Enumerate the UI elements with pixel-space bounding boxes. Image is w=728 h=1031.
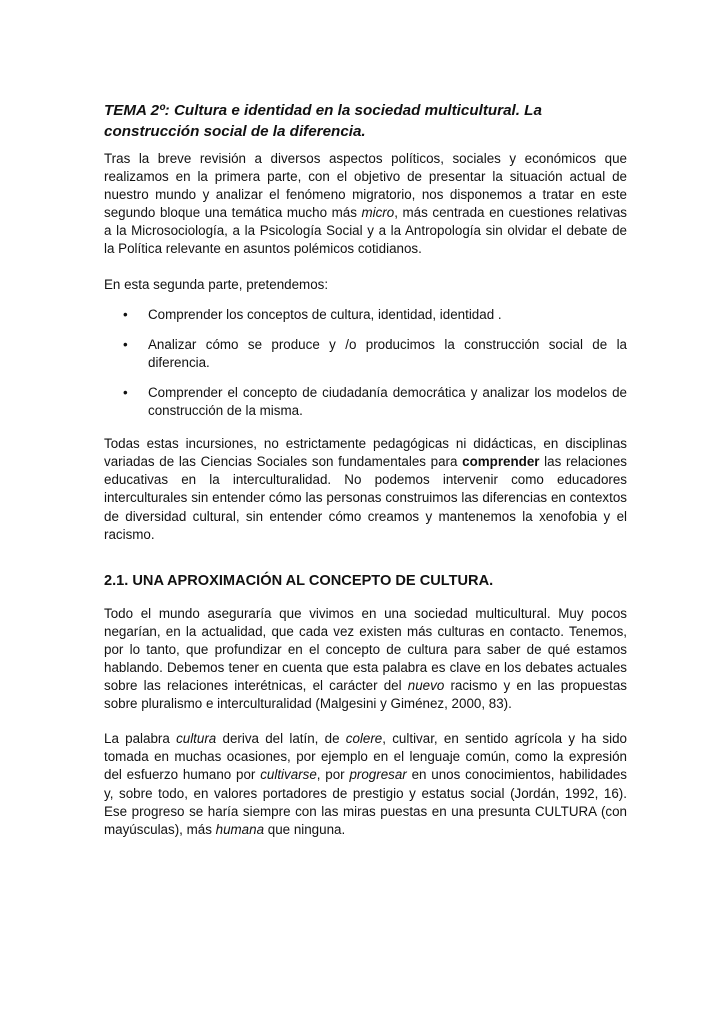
bullet-icon: •: [123, 306, 128, 322]
emphasis-comprender: comprender: [462, 454, 540, 470]
paragraph-text: , por: [316, 767, 350, 783]
emphasis-micro: micro: [361, 205, 395, 221]
paragraph-text: Todo el mundo aseguraría que vivimos en una sociedad multicultural. Muy pocos negarían, en la actualidad, que cada vez existen más culturas en contacto. Tenemos, por lo tanto, que profundizar en el concepto de cultura para saber de qué estamos hablando. Debemos tener en cuenta que esta palabra es clave en los debates actuales sobre las relaciones interétnicas, el carácter del: [104, 605, 627, 694]
bullet-icon: •: [123, 336, 128, 352]
section-heading: 2.1. UNA APROXIMACIÓN AL CONCEPTO DE CULTURA.: [104, 572, 494, 589]
paragraph-text: que ninguna.: [264, 821, 346, 837]
paragraph-text: La palabra: [104, 731, 177, 747]
section-paragraph-2: [104, 730, 627, 839]
objectives-list: [104, 306, 627, 420]
intro-paragraph-1: [104, 150, 627, 259]
document-title: TEMA 2º: Cultura e identidad en la sociedad multicultural. La construcción social de la diferencia.: [104, 102, 542, 140]
list-item: [104, 336, 627, 372]
section-paragraph-1: [104, 605, 627, 714]
paragraph-text: , cultivar, en sentido agrícola y ha sido tomada en muchas ocasiones, por ejemplo en el lenguaje común, como la expresión del esfuerzo humano por: [104, 731, 627, 783]
paragraph-text-continued: las relaciones educativas en la interculturalidad. No podemos intervenir como educadores interculturales sin entender cómo las personas construimos las diferencias en contextos de diversidad cultural, sin entender cómo creamos y mantenemos la xenofobia y el racismo.: [104, 454, 627, 542]
list-item: [104, 384, 627, 420]
paragraph-incursiones: [104, 435, 627, 544]
emphasis-nuevo: nuevo: [407, 678, 445, 694]
intro-paragraph-2: En esta segunda parte, pretendemos:: [104, 276, 329, 292]
paragraph-text-continued: racismo y en las propuestas sobre pluralismo e interculturalidad (Malgesini y Giménez, 2000, 83).: [104, 678, 628, 712]
intro-text-continued: , más centrada en cuestiones relativas a la Microsociología, a la Psicología Social y a la Antropología sin olvidar el debate de la Política relevante en asuntos polémicos cotidianos.: [104, 205, 627, 257]
intro-text: Tras la breve revisión a diversos aspectos políticos, sociales y económicos que realizamos en la primera parte, con el objetivo de presentar la situación actual de nuestro mundo y analizar el fenómeno migratorio, nos disponemos a tratar en este segundo bloque una temática mucho más: [104, 151, 627, 221]
bullet-icon: •: [123, 384, 128, 400]
list-item-text: Comprender el concepto de ciudadanía democrática y analizar los modelos de construcción de la misma.: [148, 384, 627, 419]
emphasis-cultivarse: cultivarse: [260, 767, 317, 783]
emphasis-cultura: cultura: [176, 731, 217, 747]
paragraph-text: en unos conocimientos, habilidades y, sobre todo, en valores portadores de prestigio y estatus social (Jordán, 1992, 16). Ese progreso se haría siempre con las miras puestas en una presunta CULTURA (con mayúsculas), más: [104, 767, 627, 837]
emphasis-humana: humana: [215, 821, 265, 837]
paragraph-text: Todas estas incursiones, no estrictamente pedagógicas ni didácticas, en disciplinas variadas de las Ciencias Sociales son fundamentales para: [104, 436, 627, 470]
emphasis-colere: colere: [345, 731, 383, 747]
emphasis-progresar: progresar: [349, 767, 407, 783]
document-page: [104, 100, 627, 856]
paragraph-text: deriva del latín, de: [216, 731, 346, 747]
list-item-text: Comprender los conceptos de cultura, identidad, identidad .: [148, 306, 502, 322]
list-item-text: Analizar cómo se produce y /o producimos la construcción social de la diferencia.: [148, 336, 627, 370]
list-item: [104, 306, 627, 324]
